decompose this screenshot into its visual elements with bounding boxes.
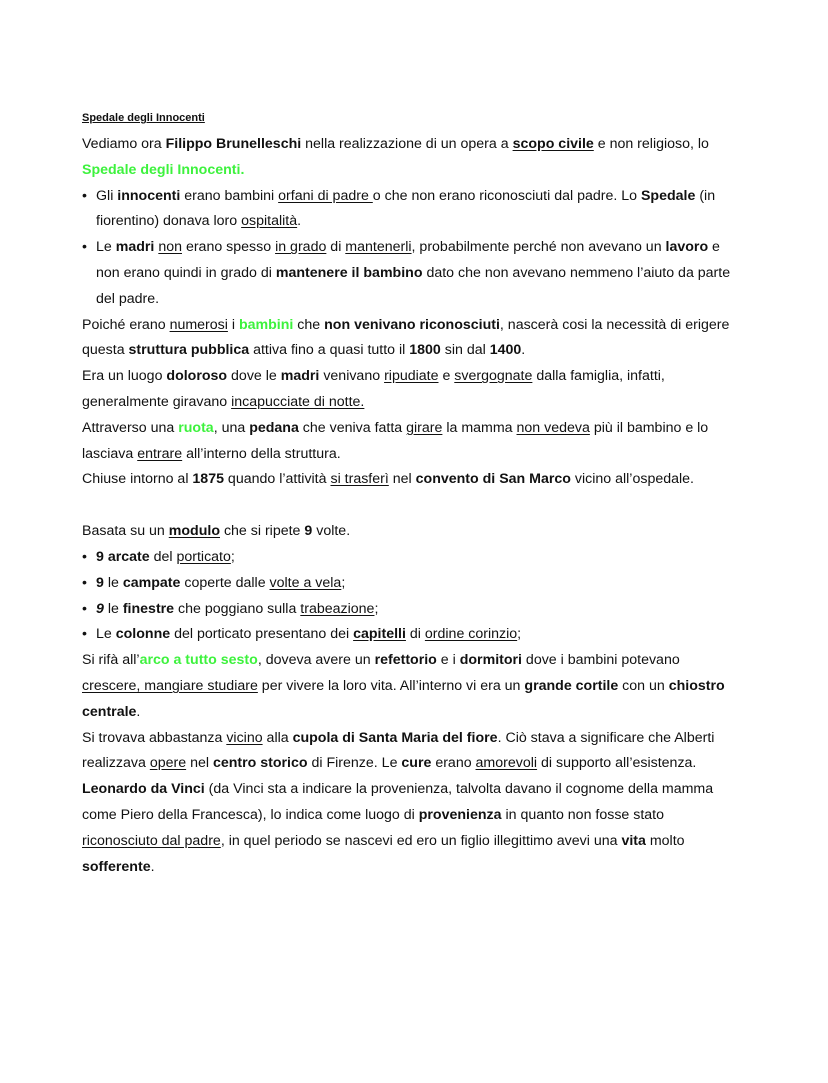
paragraph-ruota: Attraverso una ruota, una pedana che veniva fatta girare la mamma non vedeva più il bambino e lo lasciava entrare all’interno della struttura. — [82, 419, 709, 462]
document-title: Spedale degli Innocenti — [82, 112, 205, 124]
paragraph-intro: Vediamo ora Filippo Brunelleschi nella realizzazione di un opera a scopo civile e non religioso, lo Spedale degli Innocenti. — [82, 136, 709, 178]
paragraph-chiusura: Chiuse intorno al 1875 quando l’attività si trasferì nel convento di San Marco vicino all’ospedale. — [82, 471, 694, 488]
list-item: • 9 le finestre che poggiano sulla trabeazione; — [82, 597, 742, 623]
list-item: • Le colonne del porticato presentano dei capitelli di ordine corinzio; — [82, 622, 742, 648]
paragraph-leonardo: Leonardo da Vinci (da Vinci sta a indicare la provenienza, talvolta davano il cognome della mamma come Piero della Francesca), lo indica come luogo di provenienza in quanto non fosse stato riconosciuto dal padre, in quel periodo se nascevi ed ero un figlio illegittimo avevi una vita molto sofferente. — [82, 781, 714, 875]
paragraph-luogo: Era un luogo doloroso dove le madri venivano ripudiate e svergognate dalla famiglia, infatti, generalmente giravano incapucciate di notte. — [82, 368, 665, 410]
paragraph-bambini: Poiché erano numerosi i bambini che non venivano riconosciuti, nascerà cosi la necessità di erigere questa struttura pubblica attiva fino a quasi tutto il 1800 sin dal 1400. — [82, 316, 730, 359]
paragraph-arco: Si rifà all’arco a tutto sesto, doveva avere un refettorio e i dormitori dove i bambini potevano crescere, mangiare studiare per vivere la loro vita. All’interno vi era un grande cortile con un chiostro centrale. — [82, 652, 725, 720]
list-item: • Gli innocenti erano bambini orfani di padre o che non erano riconosciuti dal padre. Lo Spedale (in fiorentino) donava loro ospitalità. — [82, 184, 742, 236]
document-page — [82, 109, 742, 880]
list-item: • 9 le campate coperte dalle volte a vela; — [82, 571, 742, 597]
paragraph-modulo: Basata su un modulo che si ripete 9 volte. — [82, 523, 351, 540]
paragraph-cupola: Si trovava abbastanza vicino alla cupola di Santa Maria del fiore. Ciò stava a significare che Alberti realizzava opere nel centro storico di Firenze. Le cure erano amorevoli di supporto all’esistenza. — [82, 729, 715, 772]
highlight-spedale: Spedale degli Innocenti. — [82, 161, 245, 178]
list-item: • Le madri non erano spesso in grado di mantenerli, probabilmente perché non avevano un lavoro e non erano quindi in grado di mantenere il bambino dato che non avevano nemmeno l’aiuto da parte del padre. — [82, 235, 742, 312]
bullet-list-innocenti — [82, 184, 742, 313]
section-spacer — [82, 493, 742, 519]
list-item: • 9 arcate del porticato; — [82, 545, 742, 571]
bullet-list-modulo — [82, 545, 742, 648]
